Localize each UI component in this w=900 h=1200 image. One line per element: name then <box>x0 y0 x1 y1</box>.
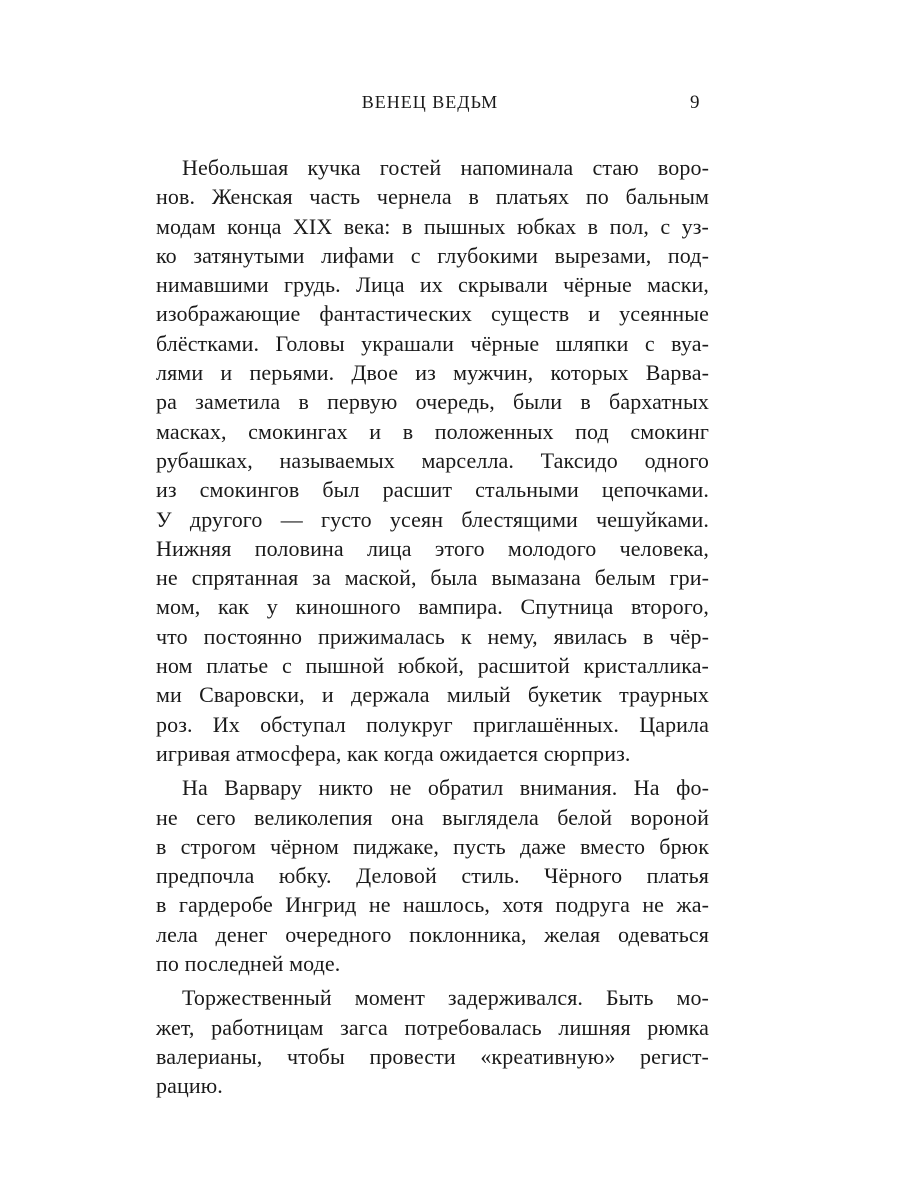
text-line: Нижняя половина лица этого молодого человека, <box>156 535 709 561</box>
text-line: нов. Женская часть чернела в платьях по бальным <box>156 184 709 210</box>
text-line: игривая атмосфера, как когда ожидается сюрприз. <box>156 740 631 766</box>
text-line: ном платье с пышной юбкой, расшитой кристаллика- <box>156 653 709 679</box>
paragraph-1 <box>156 153 709 768</box>
text-line: На Варвару никто не обратил внимания. На фо- <box>182 775 709 801</box>
text-line: по последней моде. <box>156 951 341 977</box>
text-line: ми Сваровски, и держала милый букетик траурных <box>156 682 709 708</box>
text-line: Торжественный момент задерживался. Быть мо- <box>182 985 709 1011</box>
text-line: нимавшими грудь. Лица их скрывали чёрные маски, <box>156 272 709 298</box>
text-line: не сего великолепия она выглядела белой вороной <box>156 804 709 830</box>
text-line: лела денег очередного поклонника, желая одеваться <box>156 921 709 947</box>
text-line: лями и перьями. Двое из мужчин, которых Варва- <box>156 360 709 386</box>
text-line: масках, смокингах и в положенных под смокинг <box>156 418 709 444</box>
text-line: что постоянно прижималась к нему, явилась в чёр- <box>156 623 709 649</box>
text-line: предпочла юбку. Деловой стиль. Чёрного платья <box>156 863 709 889</box>
text-line: ко затянутыми лифами с глубокими вырезами, под- <box>156 242 709 268</box>
text-line: в гардеробе Ингрид не нашлось, хотя подруга не жа- <box>156 892 709 918</box>
text-line: рацию. <box>156 1073 223 1099</box>
text-line: ра заметила в первую очередь, были в бархатных <box>156 389 709 415</box>
text-line: У другого — густо усеян блестящими чешуйками. <box>156 506 709 532</box>
paragraph-3 <box>156 983 709 1100</box>
text-line: не спрятанная за маской, была вымазана белым гри- <box>156 565 709 591</box>
text-line: Небольшая кучка гостей напоминала стаю воро- <box>182 155 709 180</box>
body-text <box>156 153 709 1101</box>
running-title: ВЕНЕЦ ВЕДЬМ <box>361 92 499 112</box>
text-line: валерианы, чтобы провести «креативную» регист- <box>156 1043 709 1069</box>
page-number: 9 <box>690 92 700 113</box>
text-line: роз. Их обступал полукруг приглашённых. Царила <box>156 711 709 737</box>
text-line: в строгом чёрном пиджаке, пусть даже вместо брюк <box>156 833 709 859</box>
paragraph-2 <box>156 773 709 978</box>
text-line: изображающие фантастических существ и усеянные <box>156 301 709 327</box>
text-line: блёстками. Головы украшали чёрные шляпки с вуа- <box>156 330 709 356</box>
text-line: модам конца XIX века: в пышных юбках в пол, с уз- <box>156 213 709 239</box>
text-line: жет, работницам загса потребовалась лишняя рюмка <box>156 1014 709 1040</box>
running-head <box>0 92 900 122</box>
text-line: мом, как у киношного вампира. Спутница второго, <box>156 594 709 620</box>
text-line: из смокингов был расшит стальными цепочками. <box>156 477 709 503</box>
text-line: рубашках, называемых марселла. Таксидо одного <box>156 447 709 473</box>
